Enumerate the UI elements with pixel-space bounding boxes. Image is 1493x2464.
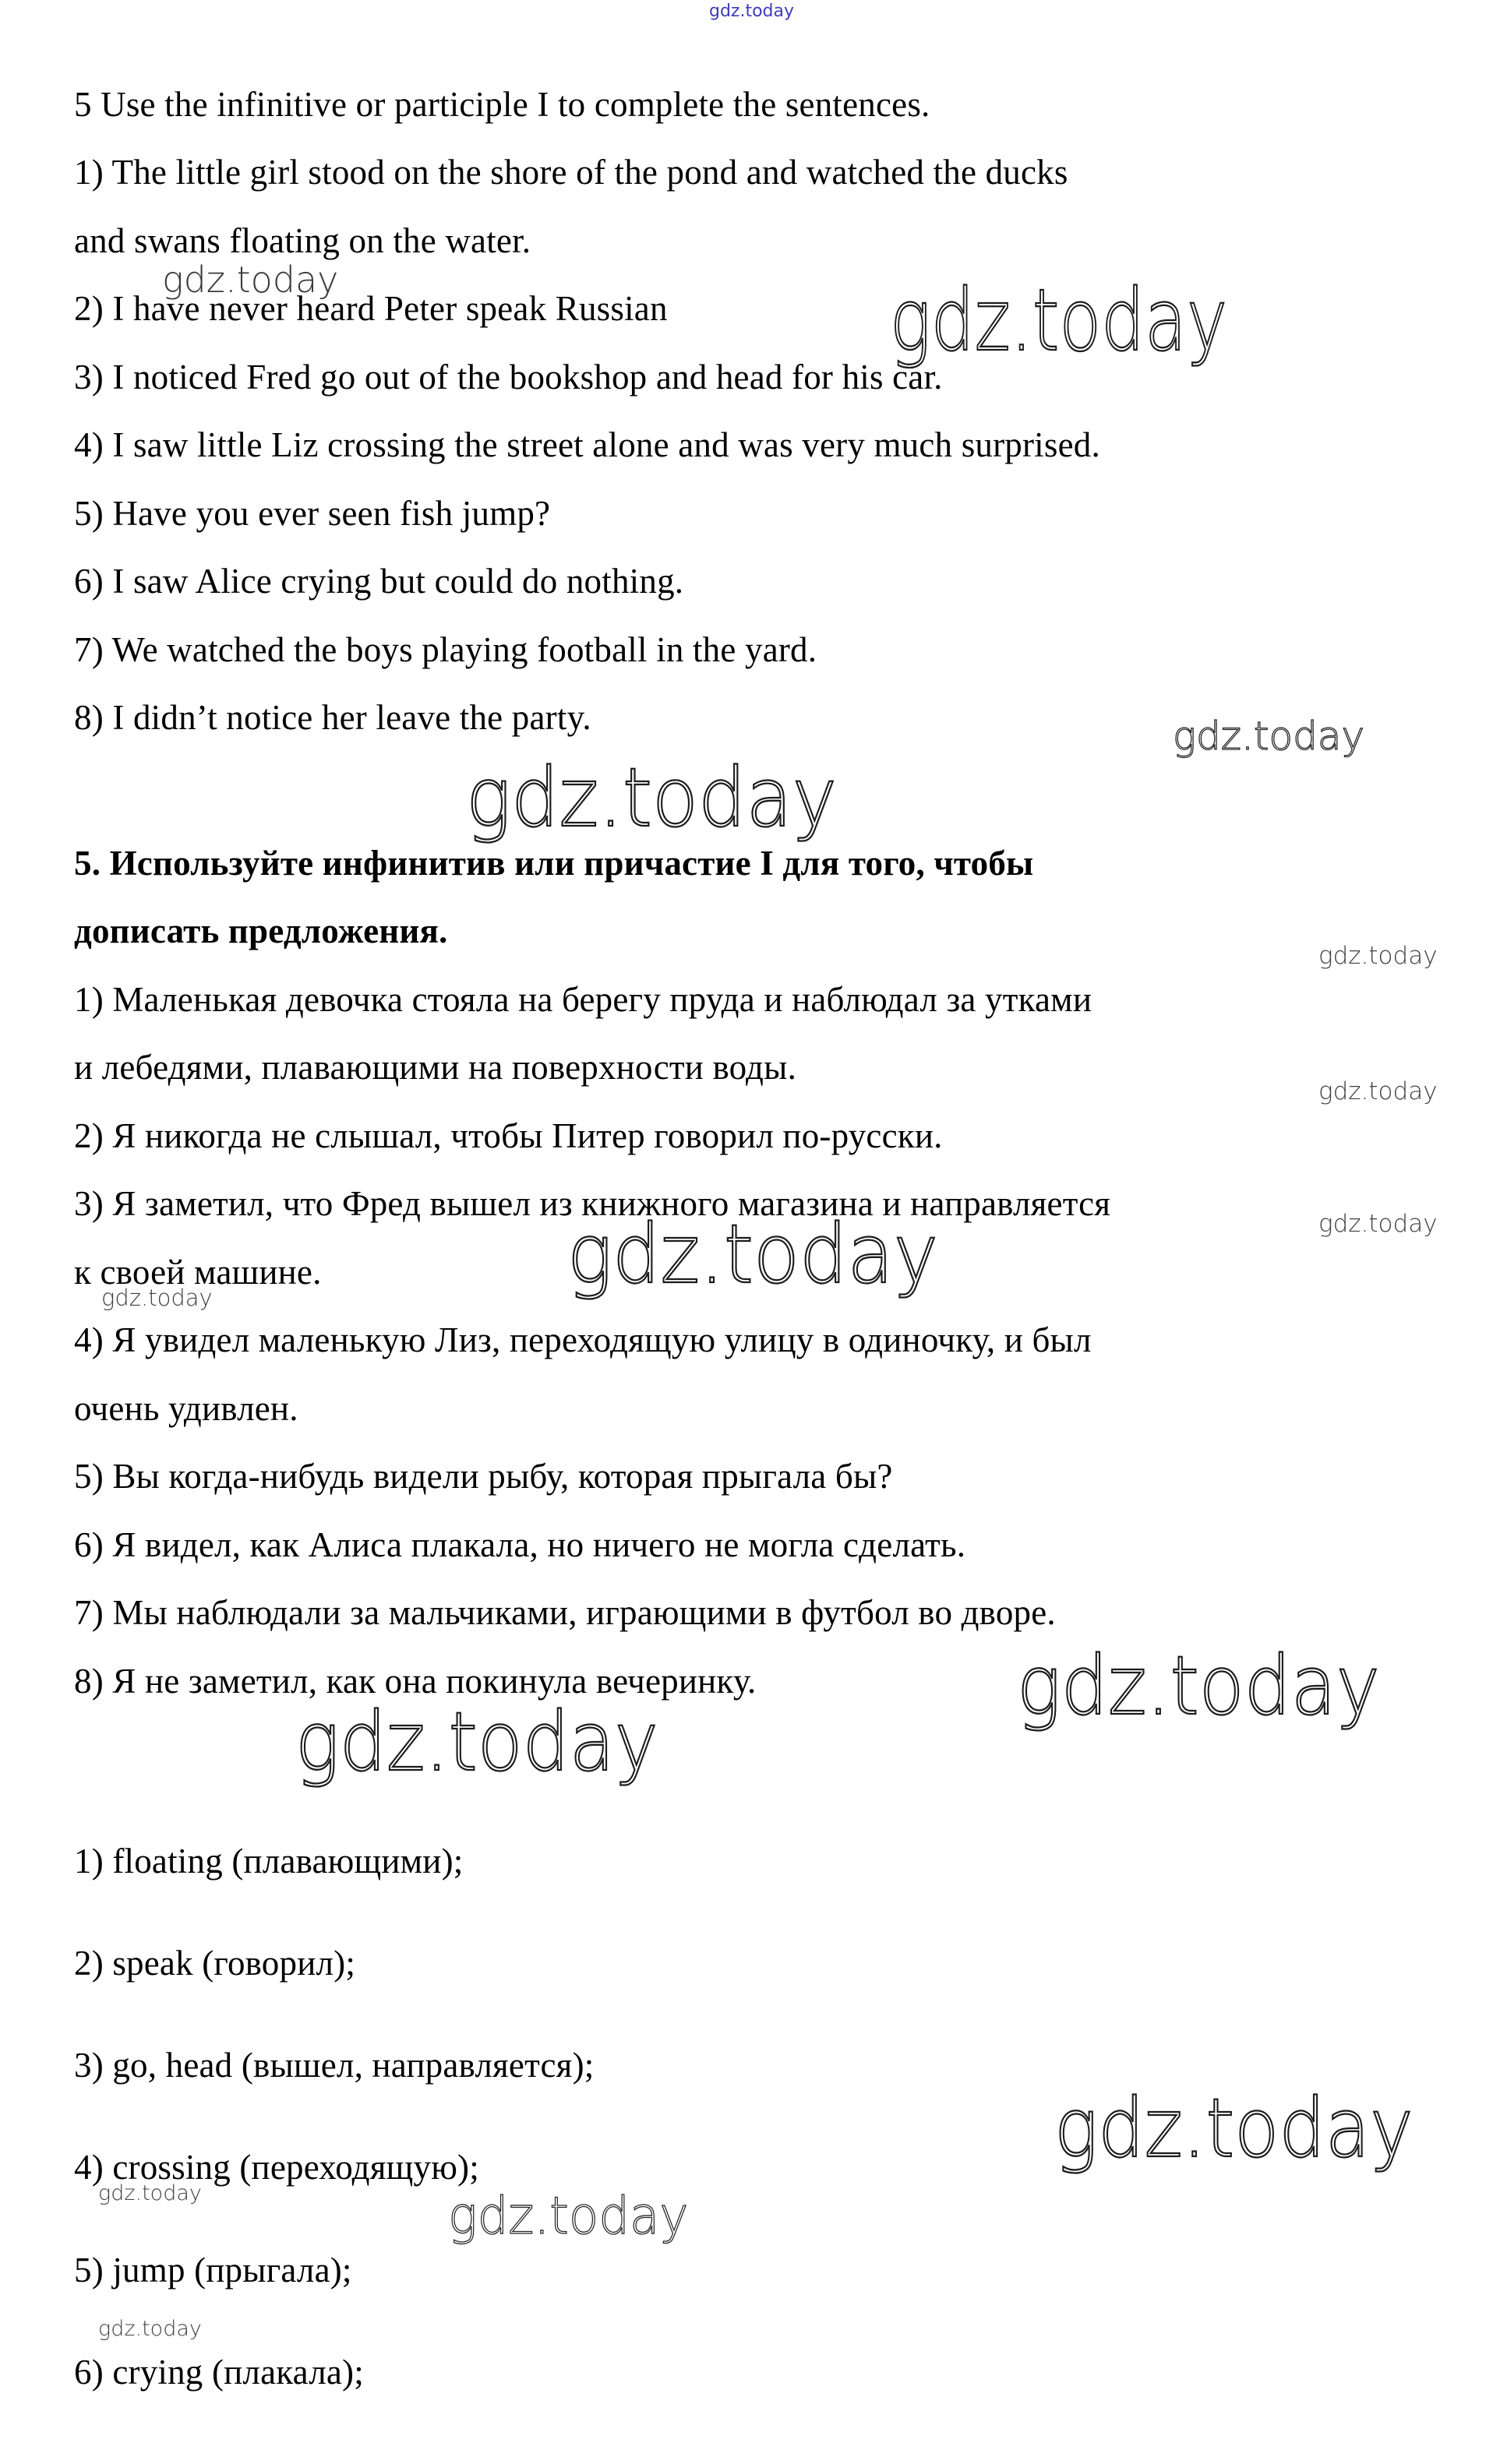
watermark-gdz-today-top-blue: gdz.today (709, 2, 795, 21)
answer-4: 4) crossing (переходящую); (74, 2148, 479, 2187)
watermark-gdz-today: gdz.today (1318, 1210, 1438, 1238)
watermark-gdz-today: gdz.today (448, 2186, 689, 2246)
english-sentence-8: 8) I didn’t notice her leave the party. (74, 698, 591, 738)
english-sentence-1-cont: and swans floating on the water. (74, 220, 531, 260)
russian-translation-block (74, 829, 1110, 1715)
russian-sentence-5: 5) Вы когда-нибудь видели рыбу, которая прыгала бы? (74, 1457, 893, 1496)
russian-sentence-4: 4) Я увидел маленькую Лиз, переходящую улицу в одиночку, и был (74, 1320, 1092, 1360)
watermark-gdz-today: gdz.today (1318, 942, 1438, 970)
watermark-gdz-today: gdz.today (1017, 1638, 1380, 1733)
russian-sentence-4-cont: очень удивлен. (74, 1388, 298, 1428)
watermark-gdz-today: gdz.today (1173, 714, 1365, 759)
russian-sentence-3-cont: к своей машине. (74, 1252, 322, 1292)
exercise-title: 5 Use the infinitive or participle I to complete the sentences. (74, 84, 930, 124)
answer-5: 5) jump (прыгала); (74, 2250, 352, 2290)
english-sentence-5: 5) Have you ever seen fish jump? (74, 493, 551, 533)
answer-3: 3) go, head (вышел, направляется); (74, 2046, 595, 2085)
english-exercise-block (74, 70, 1100, 752)
watermark-gdz-today: gdz.today (98, 2317, 202, 2341)
english-sentence-4: 4) I saw little Liz crossing the street alone and was very much surprised. (74, 425, 1100, 465)
watermark-gdz-today: gdz.today (101, 1285, 213, 1311)
english-sentence-1: 1) The little girl stood on the shore of the pond and watched the ducks (74, 153, 1068, 192)
watermark-gdz-today: gdz.today (466, 750, 837, 845)
watermark-gdz-today: gdz.today (890, 270, 1228, 370)
answers-block (74, 1810, 594, 2423)
watermark-gdz-today: gdz.today (98, 2181, 202, 2205)
english-sentence-7: 7) We watched the boys playing football in the yard. (74, 629, 817, 669)
russian-sentence-8: 8) Я не заметил, как она покинула вечеринку. (74, 1661, 757, 1701)
english-sentence-3: 3) I noticed Fred go out of the bookshop and head for his car. (74, 357, 943, 397)
watermark-gdz-today: gdz.today (1054, 2081, 1414, 2176)
russian-sentence-1-cont: и лебедями, плавающими на поверхности воды. (74, 1048, 797, 1087)
russian-sentence-1: 1) Маленькая девочка стояла на берегу пруда и наблюдал за утками (74, 979, 1092, 1019)
watermark-gdz-today: gdz.today (1318, 1077, 1438, 1105)
answer-2: 2) speak (говорил); (74, 1943, 356, 1983)
watermark-gdz-today: gdz.today (162, 259, 339, 301)
russian-sentence-3: 3) Я заметил, что Фред вышел из книжного магазина и направляется (74, 1184, 1111, 1224)
watermark-gdz-today: gdz.today (295, 1694, 658, 1789)
watermark-gdz-today: gdz.today (567, 1207, 938, 1302)
russian-sentence-6: 6) Я видел, как Алиса плакала, но ничего не могла сделать. (74, 1525, 966, 1564)
english-sentence-2: 2) I have never heard Peter speak Russian (74, 289, 668, 329)
english-sentence-6: 6) I saw Alice crying but could do nothing. (74, 562, 684, 601)
answer-1: 1) floating (плавающими); (74, 1841, 464, 1881)
russian-sentence-2: 2) Я никогда не слышал, чтобы Питер говорил по-русски. (74, 1116, 943, 1155)
answer-6: 6) crying (плакала); (74, 2352, 364, 2392)
translation-heading-line-2: дописать предложения. (74, 911, 448, 951)
translation-heading-line-1: 5. Используйте инфинитив или причастие I для того, чтобы (74, 843, 1034, 883)
russian-sentence-7: 7) Мы наблюдали за мальчиками, играющими в футбол во дворе. (74, 1593, 1056, 1633)
